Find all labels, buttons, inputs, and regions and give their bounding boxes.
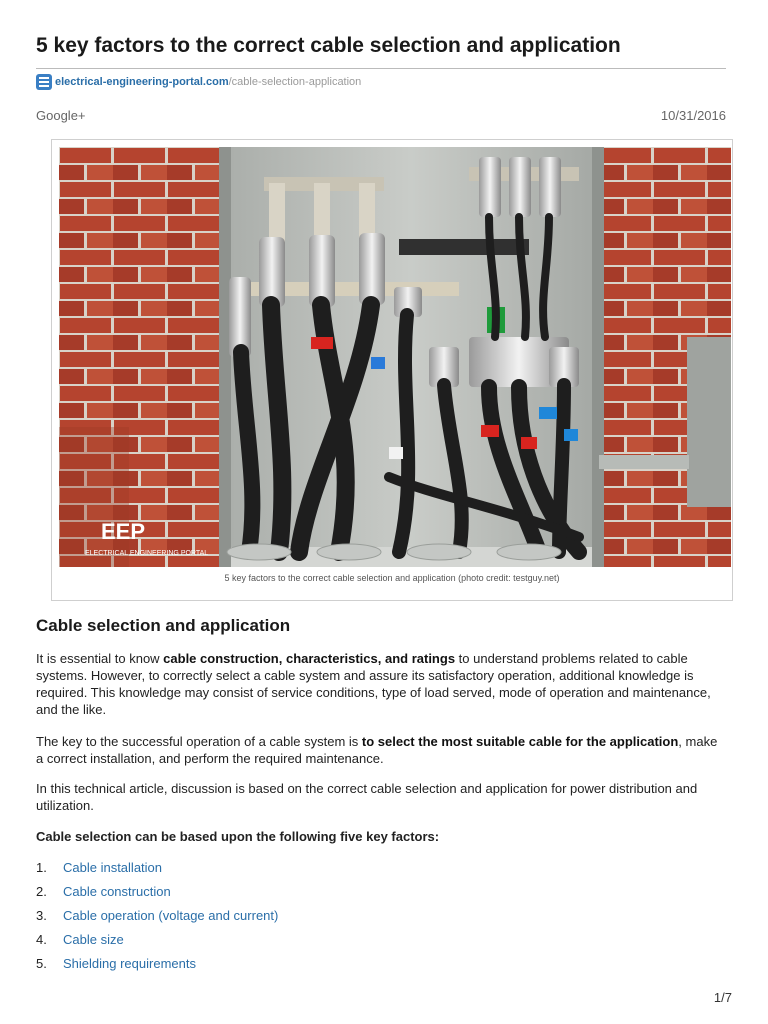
source-link[interactable] <box>36 74 361 90</box>
factor-link-cable-size[interactable]: Cable size <box>63 932 124 947</box>
article-figure <box>51 139 733 601</box>
list-item: 2. Cable construction <box>36 880 278 904</box>
publish-date: 10/31/2016 <box>660 108 726 123</box>
page-number: 1/7 <box>713 990 732 1005</box>
list-item: 1. Cable installation <box>36 856 278 880</box>
factors-list <box>36 856 278 976</box>
site-favicon-icon <box>36 74 52 90</box>
svg-text:ELECTRICAL ENGINEERING PORTAL: ELECTRICAL ENGINEERING PORTAL <box>85 550 209 557</box>
emphasis-text: cable construction, characteristics, and ratings <box>163 651 456 666</box>
list-item: 5. Shielding requirements <box>36 952 278 976</box>
section-heading: Cable selection and application <box>36 616 291 635</box>
title-divider <box>36 68 726 69</box>
list-item: 3. Cable operation (voltage and current) <box>36 904 278 928</box>
paragraph-2: The key to the successful operation of a cable system is to select the most suitable cable for the application, make a correct installation, and perform the required maintenance. <box>36 734 718 766</box>
factors-intro: Cable selection can be based upon the following five key factors: <box>36 829 440 844</box>
source-path[interactable]: /cable-selection-application <box>228 76 362 88</box>
svg-text:EEP: EEP <box>101 519 146 544</box>
paragraph-1: It is essential to know cable construction, characteristics, and ratings to understand problems related to cable systems. However, to correctly select a cable system and assure its satisfactory operation, additional knowledge is required. This knowledge may consist of service conditions, type of load served, mode of operation and maintenance, and the like. <box>36 651 711 717</box>
factor-link-cable-construction[interactable]: Cable construction <box>63 884 171 899</box>
figure-caption: 5 key factors to the correct cable selection and application (photo credit: testguy.net) <box>224 573 560 583</box>
factor-link-cable-installation[interactable]: Cable installation <box>63 860 163 875</box>
share-label[interactable]: Google+ <box>36 108 86 123</box>
factor-link-cable-operation[interactable]: Cable operation (voltage and current) <box>63 908 279 923</box>
list-item: 4. Cable size <box>36 928 278 952</box>
cable-photo <box>59 147 731 567</box>
factor-link-shielding[interactable]: Shielding requirements <box>63 956 196 971</box>
emphasis-text: to select the most suitable cable for the application <box>361 734 679 749</box>
article-title: 5 key factors to the correct cable selection and application <box>36 34 621 57</box>
source-domain[interactable]: electrical-engineering-portal.com <box>55 76 229 88</box>
paragraph-3: In this technical article, discussion is based on the correct cable selection and application for power distribution and utilization. <box>36 781 698 813</box>
